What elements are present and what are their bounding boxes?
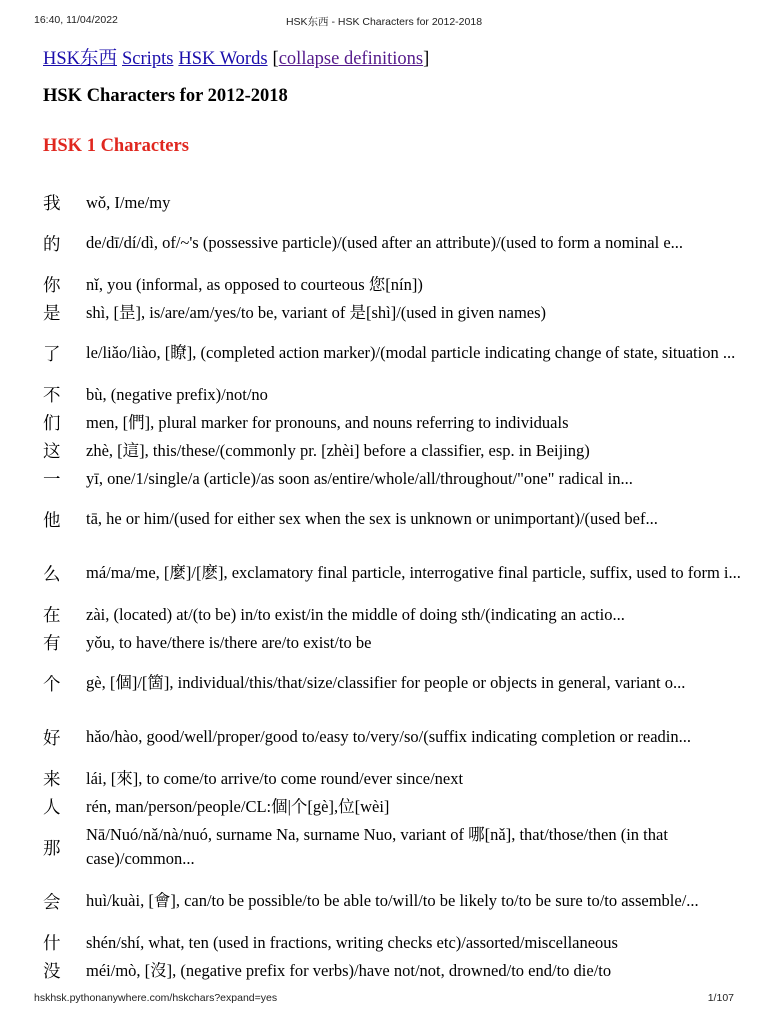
bracket-close: ]: [423, 49, 430, 69]
bracket-open: [: [272, 49, 279, 69]
character: 什: [43, 933, 61, 954]
definition: shén/shí, what, ten (used in fractions, writing checks etc)/assorted/miscellaneous: [86, 932, 618, 952]
definition: de/dī/dí/dì, of/~'s (possessive particle)/(used after an attribute)/(used to form a nominal e...: [86, 233, 684, 252]
section-title: HSK 1 Characters: [43, 136, 189, 156]
definition: wǒ, I/me/my: [86, 192, 171, 212]
character: 们: [43, 413, 61, 434]
definition: gè, [個]/[箇], individual/this/that/size/classifier for people or objects in general, variant o...: [86, 673, 686, 692]
character: 个: [43, 674, 61, 695]
hsk-words-link[interactable]: HSK Words: [178, 49, 268, 69]
list-item: [43, 270, 743, 298]
list-item: [43, 928, 743, 956]
definition: Nā/Nuó/nǎ/nà/nuó, surname Na, surname Nuo, variant of 哪[nǎ], that/those/then (in that case)/common...: [86, 825, 668, 868]
definition: shì, [昰], is/are/am/yes/to be, variant of 是[shì]/(used in given names): [86, 302, 547, 322]
list-item: [43, 764, 743, 792]
character: 我: [43, 193, 61, 214]
list-item: [43, 546, 743, 600]
character: 人: [43, 797, 61, 818]
print-page-title: HSK东西 - HSK Characters for 2012-2018: [285, 16, 483, 28]
character: 不: [43, 385, 61, 406]
list-item: [43, 216, 743, 270]
definition: nǐ, you (informal, as opposed to courteous 您[nín]): [86, 274, 423, 294]
character: 这: [43, 441, 61, 462]
definition: zài, (located) at/(to be) in/to exist/in the middle of doing sth/(indicating an actio...: [86, 604, 625, 624]
definition: yǒu, to have/there is/there are/to exist/to be: [86, 632, 372, 652]
definition: men, [們], plural marker for pronouns, and nouns referring to individuals: [86, 412, 569, 432]
definition: má/ma/me, [麼]/[麽], exclamatory final particle, interrogative final particle, suffix, used to form i...: [86, 563, 741, 582]
definition: le/liǎo/liào, [瞭], (completed action marker)/(modal particle indicating change of state, situation ...: [86, 343, 736, 362]
character: 来: [43, 769, 61, 790]
list-item: [43, 600, 743, 628]
list-item: [43, 956, 743, 984]
list-item: [43, 792, 743, 820]
print-header: [34, 14, 734, 32]
character: 在: [43, 605, 61, 626]
character: 那: [43, 838, 61, 859]
character: 好: [43, 728, 61, 749]
definition: rén, man/person/people/CL:個|个[gè],位[wèi]: [86, 796, 390, 816]
collapse-definitions-link[interactable]: collapse definitions: [278, 49, 424, 69]
character: 会: [43, 892, 61, 913]
print-page-count: 1/107: [707, 992, 734, 1004]
list-item: [43, 492, 743, 546]
list-item: [43, 820, 743, 874]
character: 么: [43, 564, 61, 585]
list-item: [43, 298, 743, 326]
list-item: [43, 188, 743, 216]
list-item: [43, 380, 743, 408]
definition: lái, [來], to come/to arrive/to come round/ever since/next: [86, 768, 464, 788]
definition: bù, (negative prefix)/not/no: [86, 384, 268, 404]
character: 没: [43, 961, 61, 982]
page-title: HSK Characters for 2012-2018: [43, 86, 288, 106]
character: 他: [43, 510, 61, 531]
definition: zhè, [這], this/these/(commonly pr. [zhèi] before a classifier, esp. in Beijing): [86, 440, 590, 460]
print-datetime: 16:40, 11/04/2022: [34, 14, 118, 26]
list-item: [43, 408, 743, 436]
print-url: hskhsk.pythonanywhere.com/hskchars?expand=yes: [34, 992, 278, 1004]
top-nav: [43, 44, 429, 70]
definition: tā, he or him/(used for either sex when the sex is unknown or unimportant)/(used bef...: [86, 509, 658, 528]
scripts-link[interactable]: Scripts: [122, 49, 174, 69]
list-item: [43, 874, 743, 928]
definition: yī, one/1/single/a (article)/as soon as/entire/whole/all/throughout/"one" radical in...: [86, 468, 633, 488]
hsk-home-link[interactable]: HSK东西: [43, 49, 118, 69]
character-list: [43, 188, 743, 984]
list-item: [43, 326, 743, 380]
character: 了: [43, 344, 61, 365]
character: 是: [43, 303, 61, 324]
definition: méi/mò, [沒], (negative prefix for verbs)/have not/not, drowned/to end/to die/to: [86, 960, 612, 980]
character: 的: [43, 234, 61, 255]
character: 一: [43, 469, 61, 490]
list-item: [43, 710, 743, 764]
character: 有: [43, 633, 61, 654]
list-item: [43, 436, 743, 464]
list-item: [43, 628, 743, 656]
character: 你: [43, 275, 61, 296]
print-footer: [34, 992, 734, 1008]
list-item: [43, 464, 743, 492]
definition: huì/kuài, [會], can/to be possible/to be able to/will/to be likely to/to be sure to/to assemble/...: [86, 891, 699, 910]
definition: hǎo/hào, good/well/proper/good to/easy to/very/so/(suffix indicating completion or readin...: [86, 727, 692, 746]
list-item: [43, 656, 743, 710]
